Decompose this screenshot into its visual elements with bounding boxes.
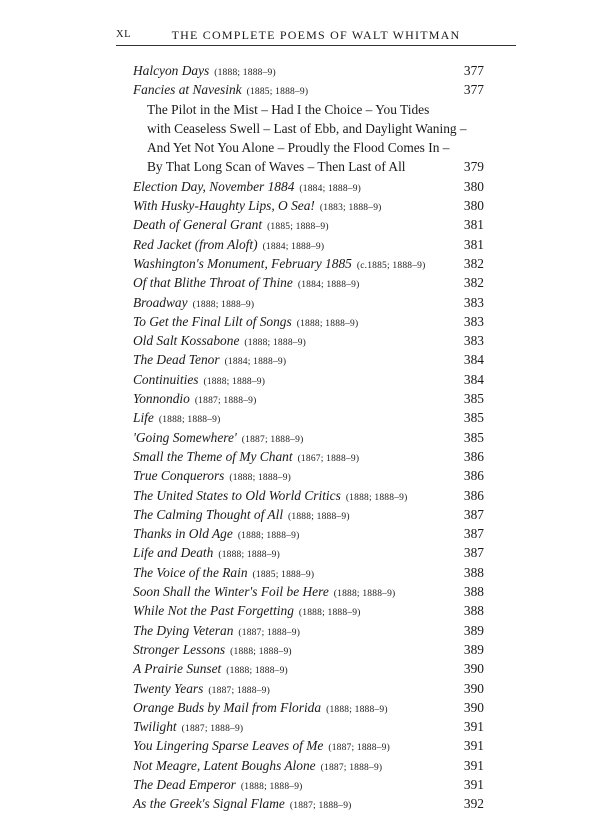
contents-entry <box>133 370 484 389</box>
page-number: 381 <box>463 236 484 252</box>
poem-dates: (1888; 1888–9) <box>237 531 300 542</box>
contents-entry <box>133 794 484 813</box>
page-number: 389 <box>463 622 484 638</box>
page-number: 380 <box>463 198 484 214</box>
poem-dates: (1867; 1888–9) <box>297 453 360 464</box>
page-number: 391 <box>463 719 484 735</box>
page-number: 385 <box>463 391 484 407</box>
page-number: 390 <box>463 680 484 696</box>
poem-title: Small the Theme of My Chant <box>133 448 293 464</box>
poem-title: The Dying Veteran <box>133 622 234 638</box>
poem-title: Old Salt Kossabone <box>133 333 240 349</box>
contents-entry <box>133 621 484 640</box>
page-number: 385 <box>463 410 484 426</box>
contents-entry <box>133 196 484 215</box>
poem-title: Twilight <box>133 719 177 735</box>
book-title: THE COMPLETE POEMS OF WALT WHITMAN <box>171 28 461 42</box>
poem-dates: (1887; 1888–9) <box>320 762 383 773</box>
page-number: 390 <box>463 661 484 677</box>
page-number: 388 <box>463 603 484 619</box>
poem-dates: (1888; 1888–9) <box>229 473 292 484</box>
poem-title: Not Meagre, Latent Boughs Alone <box>133 757 316 773</box>
contents-entry <box>133 640 484 659</box>
poem-dates: (1885; 1888–9) <box>246 87 309 98</box>
poem-title: The Calming Thought of All <box>133 506 284 522</box>
page-number: 384 <box>463 352 484 368</box>
page-number: 387 <box>463 526 484 542</box>
page-number: 377 <box>463 63 484 78</box>
subentry-text: with Ceaseless Swell – Last of Ebb, and Daylight Waning – <box>147 120 467 136</box>
poem-dates: (1888; 1888–9) <box>326 704 388 715</box>
poem-dates: (1888; 1888–9) <box>214 68 276 78</box>
poem-title: While Not the Past Forgetting <box>133 603 294 619</box>
page-number: 386 <box>463 487 484 503</box>
poem-title: As the Greek's Signal Flame <box>133 796 285 812</box>
poem-title: Orange Buds by Mail from Florida <box>133 699 322 715</box>
poem-title: Of that Blithe Throat of Thine <box>133 275 293 291</box>
poem-title: Thanks in Old Age <box>133 526 233 542</box>
poem-title: To Get the Final Lilt of Songs <box>133 313 292 329</box>
poem-dates: (1885; 1888–9) <box>267 222 329 233</box>
poem-dates: (1888; 1888–9) <box>218 550 280 561</box>
poem-dates: (1887; 1888–9) <box>238 627 301 638</box>
subentry-text: The Pilot in the Mist – Had I the Choice – You Tides <box>147 101 430 117</box>
contents-entry <box>133 273 484 292</box>
page-number: 387 <box>463 545 484 561</box>
contents-entry <box>133 215 484 234</box>
poem-title: The Dead Emperor <box>133 776 236 792</box>
contents-subentry <box>133 157 484 176</box>
poem-dates: (1888; 1888–9) <box>230 646 292 657</box>
poem-dates: (1888; 1888–9) <box>288 511 350 522</box>
poem-title: Red Jacket (from Aloft) <box>133 236 258 252</box>
poem-dates: (1888; 1888–9) <box>203 376 266 387</box>
poem-title: Death of General Grant <box>133 217 263 233</box>
contents-entry <box>133 389 484 408</box>
contents-entry <box>133 486 484 505</box>
page-number: 384 <box>463 371 484 387</box>
page-number: 377 <box>463 82 484 98</box>
subentry-text: By That Long Scan of Waves – Then Last of All <box>147 159 406 175</box>
contents-entry <box>133 698 484 717</box>
page-number: 380 <box>463 178 484 194</box>
poem-title: Fancies at Navesink <box>133 82 242 98</box>
page-number: 388 <box>463 564 484 580</box>
page-number: 391 <box>463 738 484 754</box>
contents-entry <box>133 505 484 524</box>
page-number: 391 <box>463 776 484 792</box>
contents-entry <box>133 235 484 254</box>
page-number: 390 <box>463 699 484 715</box>
running-head <box>116 27 516 43</box>
page-number: 386 <box>463 468 484 484</box>
contents-entry <box>133 254 484 273</box>
contents-entry <box>133 293 484 312</box>
poem-dates: (1885; 1888–9) <box>252 569 315 580</box>
page-number: 391 <box>463 757 484 773</box>
poem-title: Election Day, November 1884 <box>133 178 295 194</box>
page-number: 385 <box>463 429 484 445</box>
contents-entry <box>133 563 484 582</box>
poem-title: Halcyon Days <box>133 63 210 78</box>
page-number: 383 <box>463 333 484 349</box>
poem-title: The Dead Tenor <box>133 352 220 368</box>
poem-title: A Prairie Sunset <box>133 661 222 677</box>
poem-dates: (1883; 1888–9) <box>319 203 382 214</box>
poem-dates: (1888; 1888–9) <box>226 666 288 677</box>
contents-entry <box>133 659 484 678</box>
contents-entry <box>133 679 484 698</box>
poem-title: Broadway <box>133 294 188 310</box>
poem-title: Twenty Years <box>133 680 204 696</box>
contents-list <box>133 61 484 814</box>
poem-dates: (1888; 1888–9) <box>192 299 255 310</box>
poem-dates: (1888; 1888–9) <box>345 492 408 503</box>
contents-entry <box>133 61 484 80</box>
poem-dates: (1887; 1888–9) <box>289 801 352 812</box>
contents-entry <box>133 350 484 369</box>
contents-entry <box>133 428 484 447</box>
page-number: 392 <box>463 796 484 812</box>
poem-dates: (1884; 1888–9) <box>297 280 360 291</box>
page-number: 383 <box>463 294 484 310</box>
page-number: 389 <box>463 641 484 657</box>
contents-entry <box>133 524 484 543</box>
poem-dates: (1884; 1888–9) <box>299 183 362 194</box>
poem-title: Life <box>133 410 154 426</box>
poem-dates: (1888; 1888–9) <box>333 589 396 600</box>
poem-title: Yonnondio <box>133 391 190 407</box>
poem-dates: (1887; 1888–9) <box>181 724 244 735</box>
poem-title: You Lingering Sparse Leaves of Me <box>133 738 324 754</box>
contents-entry <box>133 177 484 196</box>
poem-title: Washington's Monument, February 1885 <box>133 255 352 271</box>
contents-subentry <box>133 100 484 119</box>
page-number: 382 <box>463 275 484 291</box>
page-number: 387 <box>463 506 484 522</box>
poem-title: Stronger Lessons <box>133 641 226 657</box>
poem-title: With Husky-Haughty Lips, O Sea! <box>133 198 315 214</box>
poem-dates: (1888; 1888–9) <box>298 608 361 619</box>
page-number: 388 <box>463 584 484 600</box>
page-number: 382 <box>463 255 484 271</box>
page-number: 381 <box>463 217 484 233</box>
contents-entry <box>133 466 484 485</box>
contents-subentry <box>133 138 484 157</box>
poem-dates: (1887; 1888–9) <box>328 743 390 754</box>
contents-entry <box>133 582 484 601</box>
poem-dates: (1887; 1888–9) <box>241 434 304 445</box>
page-number: 383 <box>463 313 484 329</box>
poem-dates: (1884; 1888–9) <box>224 357 287 368</box>
subentry-text: And Yet Not You Alone – Proudly the Flood Comes In – <box>147 140 450 156</box>
page-number: 386 <box>463 448 484 464</box>
contents-entry <box>133 717 484 736</box>
poem-title: Life and Death <box>133 545 214 561</box>
contents-entry <box>133 80 484 99</box>
poem-dates: (1888; 1888–9) <box>244 338 307 349</box>
contents-entry <box>133 312 484 331</box>
contents-subentry <box>133 119 484 138</box>
poem-dates: (1887; 1888–9) <box>194 396 257 407</box>
contents-entry <box>133 736 484 755</box>
poem-title: The United States to Old World Critics <box>133 487 341 503</box>
poem-dates: (c.1885; 1888–9) <box>356 260 426 271</box>
poem-dates: (1888; 1888–9) <box>158 415 221 426</box>
contents-entry <box>133 543 484 562</box>
poem-title: Continuities <box>133 371 199 387</box>
contents-entry <box>133 331 484 350</box>
header-rule <box>116 45 516 46</box>
page-folio: XL <box>116 29 131 40</box>
poem-dates: (1888; 1888–9) <box>296 318 359 329</box>
contents-entry <box>133 447 484 466</box>
contents-entry <box>133 756 484 775</box>
poem-title: True Conquerors <box>133 468 225 484</box>
contents-entry <box>133 775 484 794</box>
page-number: 379 <box>463 159 484 175</box>
poem-dates: (1884; 1888–9) <box>262 241 325 252</box>
poem-dates: (1887; 1888–9) <box>208 685 270 696</box>
poem-title: 'Going Somewhere' <box>133 429 237 445</box>
poem-dates: (1888; 1888–9) <box>240 781 303 792</box>
contents-entry <box>133 408 484 427</box>
poem-title: The Voice of the Rain <box>133 564 248 580</box>
contents-entry <box>133 601 484 620</box>
poem-title: Soon Shall the Winter's Foil be Here <box>133 584 329 600</box>
